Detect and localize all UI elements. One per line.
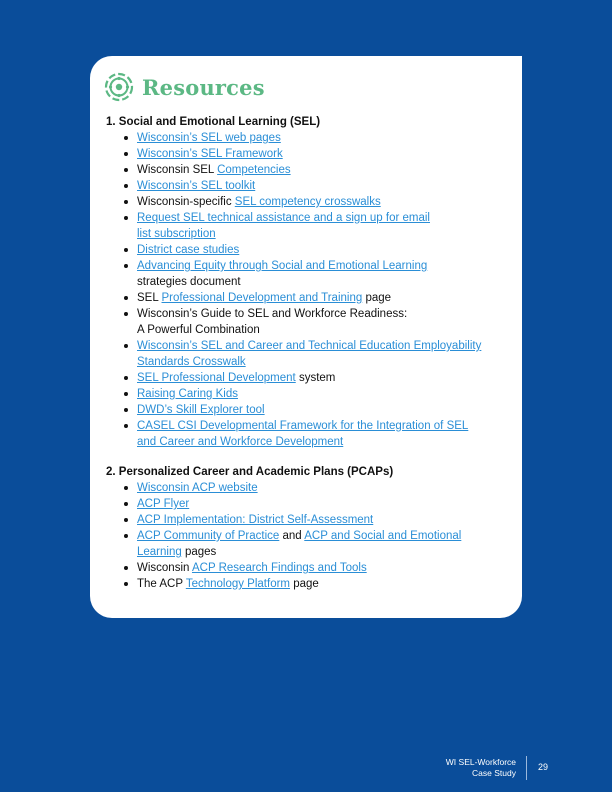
item-text: pages bbox=[181, 546, 217, 558]
resource-link[interactable]: Advancing Equity through Social and Emotional Learning bbox=[137, 260, 428, 272]
resource-link[interactable]: Wisconsin’s SEL Framework bbox=[137, 148, 283, 160]
resource-list bbox=[106, 480, 461, 592]
resource-link[interactable]: list subscription bbox=[137, 228, 216, 240]
item-text: strategies document bbox=[137, 276, 241, 288]
resource-link[interactable]: ACP Implementation: District Self-Assessment bbox=[137, 514, 374, 526]
resource-link[interactable]: Competencies bbox=[217, 164, 291, 176]
resource-link[interactable]: ACP and Social and Emotional bbox=[304, 530, 462, 542]
gear-network-icon bbox=[104, 72, 134, 102]
resource-link[interactable]: Technology Platform bbox=[185, 578, 291, 590]
resource-link[interactable]: Wisconsin ACP website bbox=[137, 482, 258, 494]
list-item bbox=[122, 418, 481, 450]
list-item bbox=[122, 194, 481, 210]
resource-link[interactable]: Raising Caring Kids bbox=[137, 388, 238, 400]
section-title: 2. Personalized Career and Academic Plans (PCAPs) bbox=[106, 466, 394, 478]
item-text: The ACP bbox=[137, 578, 186, 590]
list-item bbox=[122, 146, 481, 162]
resource-link[interactable]: SEL Professional Development bbox=[137, 372, 296, 384]
item-text: and bbox=[279, 530, 305, 542]
item-text: Wisconsin SEL bbox=[137, 164, 218, 176]
item-text: A Powerful Combination bbox=[137, 324, 260, 336]
resources-header bbox=[104, 72, 265, 102]
list-item bbox=[122, 162, 481, 178]
list-item bbox=[122, 402, 481, 418]
list-item bbox=[122, 258, 481, 290]
list-item bbox=[122, 480, 461, 496]
resource-link[interactable]: ACP Community of Practice bbox=[137, 530, 280, 542]
list-item bbox=[122, 576, 461, 592]
resource-link[interactable]: Learning bbox=[137, 546, 182, 558]
section-pcaps bbox=[106, 464, 461, 592]
list-item bbox=[122, 290, 481, 306]
resource-link[interactable]: DWD’s Skill Explorer tool bbox=[137, 404, 265, 416]
footer-title: WI SEL-Workforce bbox=[445, 757, 516, 767]
list-item bbox=[122, 306, 481, 338]
resource-link[interactable]: District case studies bbox=[137, 244, 240, 256]
item-text: page bbox=[290, 578, 319, 590]
item-text: Wisconsin-specific bbox=[137, 196, 235, 208]
list-item bbox=[122, 386, 481, 402]
resource-link[interactable]: ACP Flyer bbox=[137, 498, 190, 510]
resource-link[interactable]: CASEL CSI Developmental Framework for the Integration of SEL bbox=[137, 420, 469, 432]
list-item bbox=[122, 512, 461, 528]
section-sel bbox=[106, 114, 481, 450]
item-text: SEL bbox=[137, 292, 162, 304]
item-text: Wisconsin’s Guide to SEL and Workforce Readiness: bbox=[137, 308, 408, 320]
resource-link[interactable]: Wisconsin’s SEL and Career and Technical Education Employability bbox=[137, 340, 482, 352]
list-item bbox=[122, 370, 481, 386]
footer-subtitle: Case Study bbox=[472, 768, 516, 778]
footer-divider bbox=[526, 756, 527, 780]
footer bbox=[446, 757, 516, 779]
list-item bbox=[122, 130, 481, 146]
resource-link[interactable]: ACP Research Findings and Tools bbox=[191, 562, 367, 574]
item-text: page bbox=[362, 292, 392, 304]
list-item bbox=[122, 560, 461, 576]
item-text: Wisconsin bbox=[137, 562, 192, 574]
resources-card bbox=[90, 56, 522, 618]
resource-link[interactable]: Wisconsin’s SEL toolkit bbox=[137, 180, 256, 192]
page-title: Resources bbox=[142, 74, 265, 100]
list-item bbox=[122, 528, 461, 560]
list-item bbox=[122, 338, 481, 370]
page-number: 29 bbox=[538, 762, 549, 772]
list-item bbox=[122, 242, 481, 258]
resource-link[interactable]: Standards Crosswalk bbox=[137, 356, 246, 368]
item-text: system bbox=[295, 372, 336, 384]
resource-link[interactable]: Professional Development and Training bbox=[161, 292, 363, 304]
resource-list bbox=[106, 130, 481, 450]
section-title: 1. Social and Emotional Learning (SEL) bbox=[106, 116, 321, 128]
resource-link[interactable]: Wisconsin’s SEL web pages bbox=[137, 132, 281, 144]
resource-link[interactable]: SEL competency crosswalks bbox=[234, 196, 381, 208]
list-item bbox=[122, 496, 461, 512]
list-item bbox=[122, 210, 481, 242]
resource-link[interactable]: and Career and Workforce Development bbox=[137, 436, 344, 448]
list-item bbox=[122, 178, 481, 194]
resource-link[interactable]: Request SEL technical assistance and a sign up for email bbox=[137, 212, 430, 224]
